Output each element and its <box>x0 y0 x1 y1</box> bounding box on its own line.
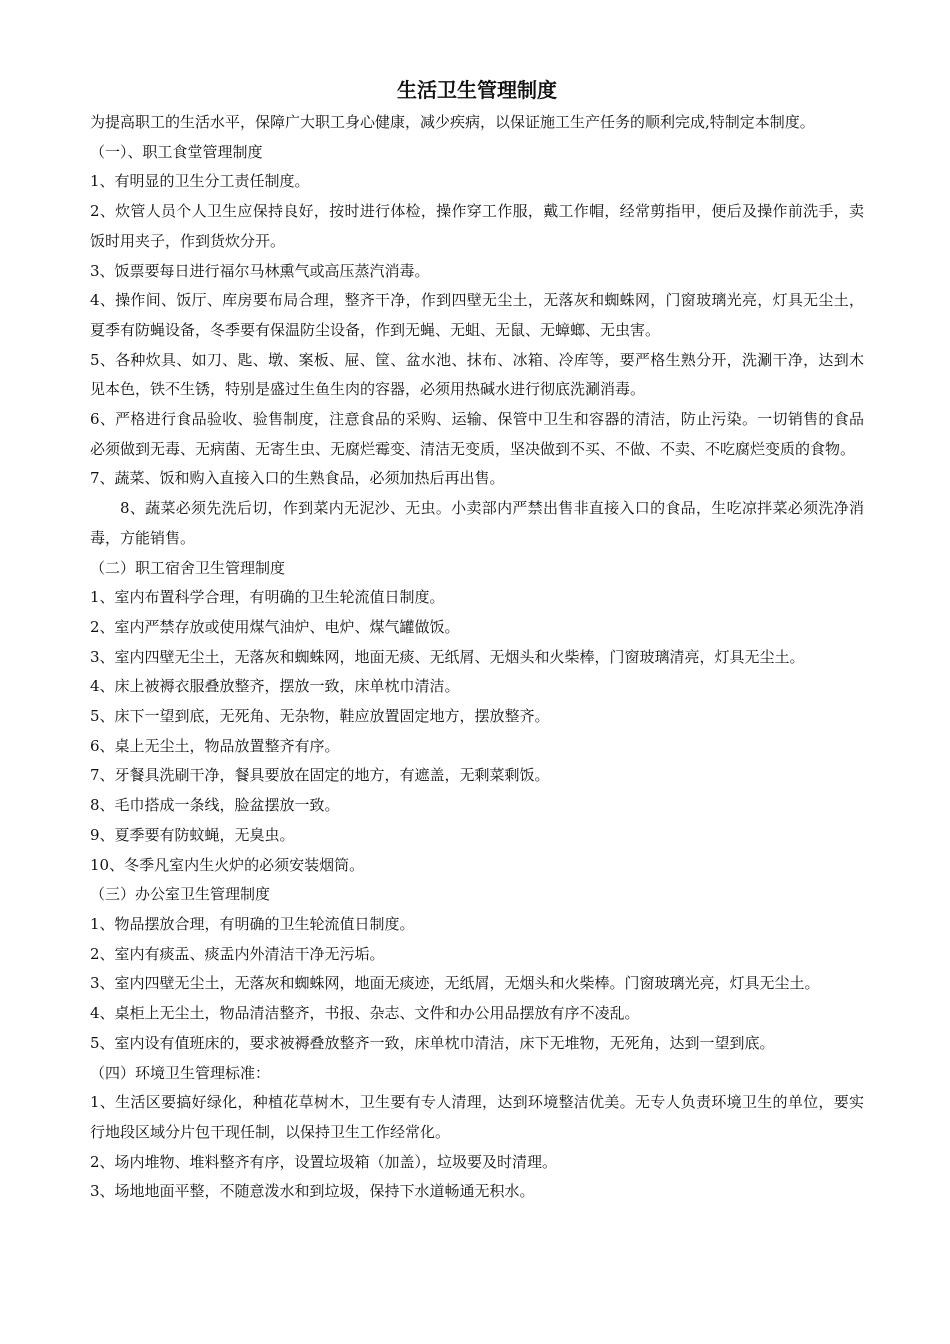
paragraph: 6、桌上无尘土，物品放置整齐有序。 <box>90 736 340 755</box>
paragraph: 2、室内有痰盂、痰盂内外清洁干净无污垢。 <box>90 944 385 963</box>
paragraph: 7、牙餐具洗刷干净，餐具要放在固定的地方，有遮盖，无剩菜剩饭。 <box>90 766 550 785</box>
paragraph: 3、场地地面平整，不随意泼水和到垃圾，保持下水道畅通无积水。 <box>90 1182 535 1201</box>
paragraph: 9、夏季要有防蚊蝇，无臭虫。 <box>90 825 295 844</box>
paragraph: 7、蔬菜、饭和购入直接入口的生熟食品，必须加热后再出售。 <box>90 469 505 488</box>
paragraph: 为提高职工的生活水平，保障广大职工身心健康，减少疾病，以保证施工生产任务的顺利完成,特制定本制度。 <box>90 113 815 131</box>
paragraph: 5、室内设有值班床的，要求被褥叠放整齐一致，床单枕巾清洁，床下无堆物，无死角，达到一望到底。 <box>90 1033 775 1052</box>
paragraph: 3、室内四壁无尘土，无落灰和蜘蛛网，地面无痰迹，无纸屑，无烟头和火柴棒。门窗玻璃光亮，灯具无尘土。 <box>90 974 820 993</box>
paragraph: 1、有明显的卫生分工责任制度。 <box>90 172 310 191</box>
paragraph: （四）环境卫生管理标准： <box>90 1063 271 1082</box>
paragraph: 2、室内严禁存放或使用煤气油炉、电炉、煤气罐做饭。 <box>90 617 460 636</box>
paragraph: 5、各种炊具、如刀、匙、墩、案板、屉、筐、盆水池、抹布、冰箱、冷库等，要严格生熟分开，洗涮干净，达到木见本色，铁不生锈，特别是盛过生鱼生肉的容器，必须用热碱水进行彻底洗涮消毒。 <box>90 350 864 399</box>
document-title: 生活卫生管理制度 <box>397 78 557 102</box>
paragraph: 1、室内布置科学合理，有明确的卫生轮流值日制度。 <box>90 588 445 607</box>
paragraph: 4、桌柜上无尘土，物品清洁整齐，书报、杂志、文件和办公用品摆放有序不凌乱。 <box>90 1004 640 1023</box>
paragraph: （三）办公室卫生管理制度 <box>90 885 271 904</box>
paragraph: 1、生活区要搞好绿化，种植花草树木，卫生要有专人清理，达到环境整洁优美。无专人负责环境卫生的单位，要实行地段区域分片包干现任制，以保持卫生工作经常化。 <box>90 1093 864 1141</box>
paragraph: 5、床下一望到底，无死角、无杂物，鞋应放置固定地方，摆放整齐。 <box>90 707 550 726</box>
paragraph: 2、场内堆物、堆料整齐有序，设置垃圾箱（加盖），垃圾要及时清理。 <box>90 1152 558 1171</box>
paragraph: 3、室内四壁无尘土，无落灰和蜘蛛网，地面无痰、无纸屑、无烟头和火柴棒，门窗玻璃清亮，灯具无尘土。 <box>90 647 805 666</box>
paragraph: 8、毛巾搭成一条线，脸盆摆放一致。 <box>90 796 340 815</box>
paragraph: 4、床上被褥衣服叠放整齐，摆放一致，床单枕巾清洁。 <box>90 677 460 696</box>
paragraph: 10、冬季凡室内生火炉的必须安装烟筒。 <box>90 855 365 874</box>
paragraph: 4、操作间、饭厅、库房要布局合理，整齐干净，作到四壁无尘土，无落灰和蜘蛛网，门窗玻璃光亮，灯具无尘土，夏季有防蝇设备，冬季要有保温防尘设备，作到无蝇、无蛆、无鼠、无蟑螂、无虫害。 <box>90 291 864 339</box>
paragraph: （一）、职工食堂管理制度 <box>90 142 263 161</box>
document-page <box>90 74 864 1207</box>
paragraph: 3、饭票要每日进行福尔马林熏气或高压蒸汽消毒。 <box>90 261 430 280</box>
paragraph: （二）职工宿舍卫生管理制度 <box>90 558 286 577</box>
document-body <box>90 108 864 1207</box>
paragraph: 6、严格进行食品验收、验售制度，注意食品的采购、运输、保管中卫生和容器的清洁，防止污染。一切销售的食品必须做到无毒、无病菌、无寄生虫、无腐烂霉变、清洁无变质，坚决做到不买、不做、不卖、不吃腐烂变质的食物。 <box>90 410 864 458</box>
paragraph: 8、蔬菜必须先洗后切，作到菜内无泥沙、无虫。小卖部内严禁出售非直接入口的食品，生吃凉拌菜必须洗净消毒，方能销售。 <box>90 499 864 547</box>
paragraph: 1、物品摆放合理，有明确的卫生轮流值日制度。 <box>90 914 415 933</box>
paragraph: 2、炊管人员个人卫生应保持良好，按时进行体检，操作穿工作服，戴工作帽，经常剪指甲，便后及操作前洗手，卖饭时用夹子，作到货炊分开。 <box>90 202 864 250</box>
